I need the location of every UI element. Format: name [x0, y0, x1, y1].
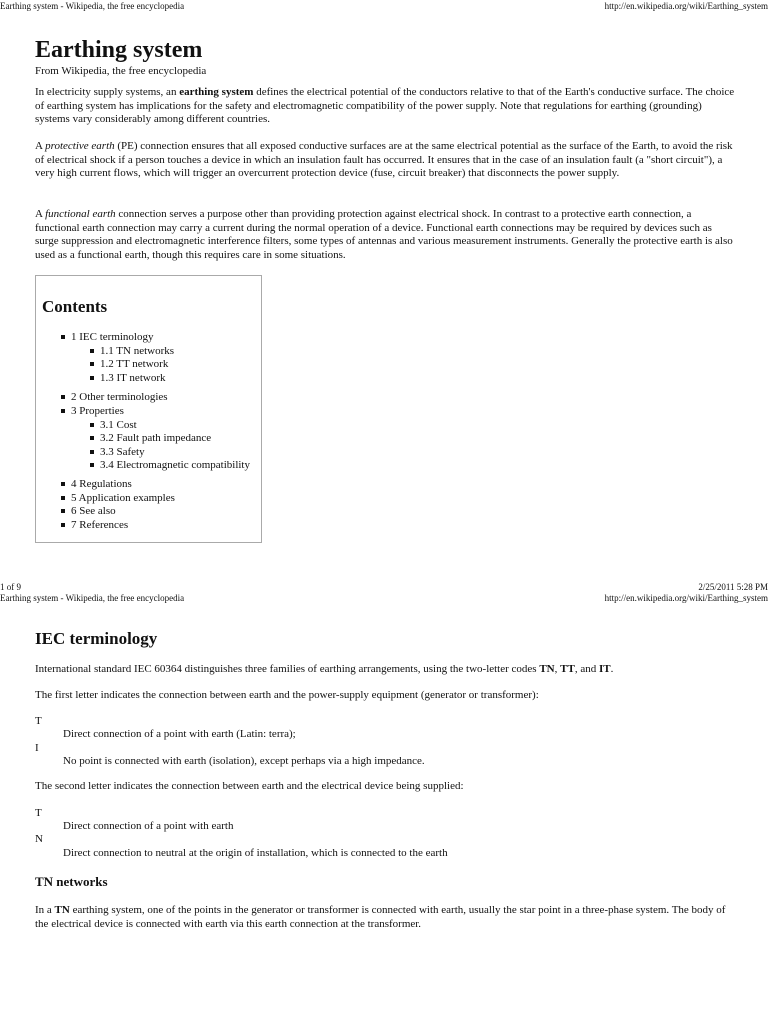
table-of-contents — [35, 275, 262, 543]
toc-item[interactable]: 2 Other terminologies — [71, 391, 168, 403]
page-title: Earthing system — [35, 37, 203, 63]
toc-item[interactable]: 4 Regulations — [71, 478, 132, 490]
italic-term[interactable]: protective earth — [45, 140, 115, 152]
tn-paragraph: In a TN earthing system, one of the points in the generator or transformer is connected with earth, usually the star point in a three-phase system. The body of the electrical device is connected with earth via this earth connection at the transformer. — [35, 904, 726, 930]
subtitle: From Wikipedia, the free encyclopedia — [35, 65, 207, 77]
intro-paragraph-2: A protective earth (PE) connection ensures that all exposed conductive surfaces are at the same electrical potential as the surface of the Earth, to avoid the risk of electrical shock if a person touches a device in which an insulation fault has occurred. It ensures that in the case of an insulation fault (a "short circuit"), a very high current flows, which will trigger an overcurrent protection device (fuse, circuit breaker) that disconnects the power supply. — [35, 140, 733, 180]
second-letter-paragraph: The second letter indicates the connection between earth and the electrical device being supplied: — [35, 780, 464, 792]
header-url[interactable]: http://en.wikipedia.org/wiki/Earthing_system — [604, 593, 768, 603]
header-title: Earthing system - Wikipedia, the free encyclopedia — [0, 1, 185, 11]
definition-term: T — [35, 715, 42, 727]
toc-item[interactable]: 1.1 TN networks — [100, 345, 175, 357]
toc-item[interactable]: 1.2 TT network — [100, 358, 169, 370]
code-tn: TN — [54, 904, 70, 916]
code-it: IT — [598, 663, 611, 675]
section-heading-block — [35, 629, 735, 649]
print-datetime: 2/25/2011 5:28 PM — [698, 582, 768, 592]
first-letter-paragraph: The first letter indicates the connection between earth and the power-supply equipment (generator or transformer): — [35, 689, 539, 701]
section-title: IEC terminology — [35, 629, 158, 648]
subsection-title: TN networks — [35, 874, 108, 889]
intro-paragraph-1: In electricity supply systems, an earthing system defines the electrical potential of the conductors relative to that of the Earth's conductive surface. The choice of earthing system has implications for the safety and electromagnetic compatibility of the power supply. Note that regulations for earthing (grounding) systems vary considerably among different countries. — [35, 86, 735, 126]
definition-term: I — [35, 742, 39, 754]
toc-item[interactable]: 3 Properties — [71, 405, 124, 417]
definition-description: No point is connected with earth (isolation), except perhaps via a high impedance. — [63, 755, 425, 767]
definition-description: Direct connection of a point with earth (Latin: terra); — [63, 728, 296, 740]
code-tt: TT — [560, 663, 575, 675]
code-tn: TN — [539, 663, 555, 675]
toc-item[interactable]: 6 See also — [71, 505, 116, 517]
intro-paragraph-3: A functional earth connection serves a purpose other than providing protection against electrical shock. In contrast to a protective earth connection, a functional earth connection may carry a current during the normal operation of a device. Functional earth connections may be required by devices such as surge suppression and electromagnetic interference filters, some types of antennas and various measurement instruments. Generally the protective earth is also used as a functional earth, though this requires care in some situations. — [35, 208, 733, 262]
toc-item[interactable]: 3.2 Fault path impedance — [100, 432, 212, 444]
toc-item[interactable]: 3.3 Safety — [100, 446, 145, 458]
italic-term[interactable]: functional earth — [45, 208, 116, 220]
subsection-heading-block — [35, 874, 735, 890]
toc-item[interactable]: 1.3 IT network — [100, 372, 166, 384]
page-number: 1 of 9 — [0, 582, 21, 592]
definition-term: N — [35, 833, 43, 845]
toc-item[interactable]: 5 Application examples — [71, 492, 175, 504]
definition-term: T — [35, 807, 42, 819]
page-header — [0, 0, 768, 12]
header-title: Earthing system - Wikipedia, the free encyclopedia — [0, 593, 185, 603]
toc-item[interactable]: 1 IEC terminology — [71, 331, 154, 343]
toc-item[interactable]: 7 References — [71, 519, 129, 531]
article-heading-block — [35, 36, 735, 78]
toc-item[interactable]: 3.4 Electromagnetic compatibility — [100, 459, 250, 471]
toc-item[interactable]: 3.1 Cost — [100, 419, 137, 431]
definition-description: Direct connection to neutral at the origin of installation, which is connected to the earth — [63, 847, 448, 859]
definition-description: Direct connection of a point with earth — [63, 820, 234, 832]
page-header — [0, 592, 768, 604]
toc-title: Contents — [42, 297, 108, 316]
header-url[interactable]: http://en.wikipedia.org/wiki/Earthing_system — [604, 1, 768, 11]
bold-term: earthing system — [179, 86, 254, 98]
iec-paragraph: International standard IEC 60364 distinguishes three families of earthing arrangements, using the two-letter codes TN, TT, and IT. — [35, 663, 614, 675]
